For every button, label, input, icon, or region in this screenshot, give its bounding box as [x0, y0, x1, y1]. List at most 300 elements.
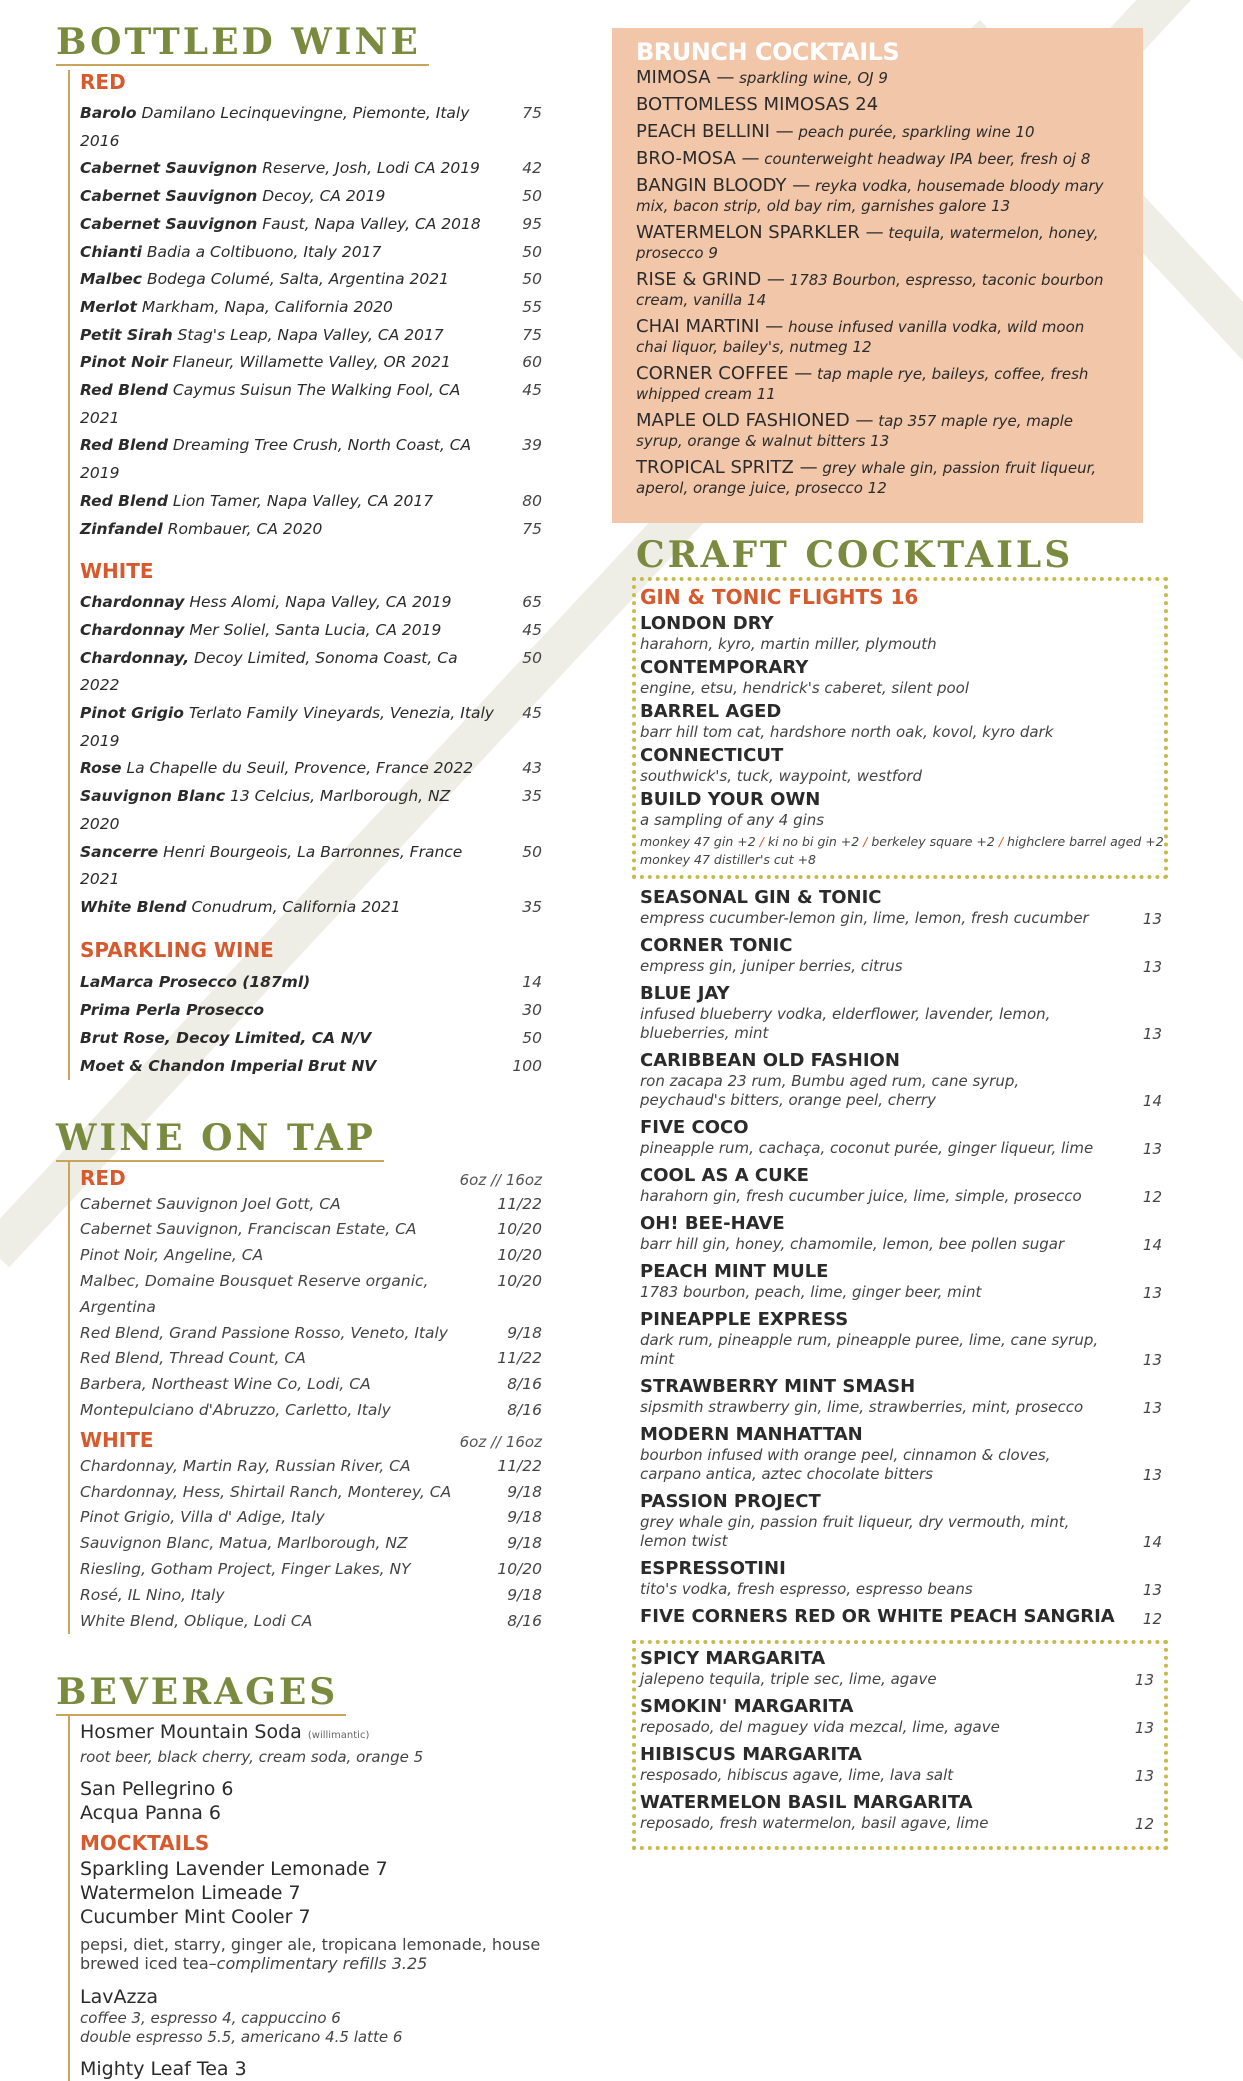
wine-price: 45: [522, 704, 542, 723]
wine-price: 95: [522, 214, 542, 233]
mocktail-item: Cucumber Mint Cooler 7: [80, 1906, 311, 1929]
wine-row: [80, 349, 542, 377]
wine-name: Pinot Grigio: [80, 704, 184, 723]
gin-tonic-flights-heading: GIN & TONIC FLIGHTS 16: [640, 585, 919, 609]
flight-item: [640, 613, 1164, 654]
cocktail-desc: grey whale gin, passion fruit liqueur, dry vermouth, mint, lemon twist: [640, 1513, 1070, 1550]
brunch-item-desc: reyka vodka, housemade bloody mary mix, bacon strip, old bay rim, garnishes galore 13: [636, 177, 1104, 215]
brunch-item: [636, 68, 1119, 88]
tap-name: Chardonnay, Hess, Shirtail Ranch, Monterey, CA: [80, 1482, 452, 1501]
wine-price: 35: [522, 787, 542, 806]
tap-name: Chardonnay, Martin Ray, Russian River, CA: [80, 1456, 411, 1475]
cocktail-item: [640, 1376, 1162, 1417]
brunch-item-desc: tap maple rye, baileys, coffee, fresh whipped cream 11: [636, 365, 1089, 403]
right-column: [612, 28, 1172, 1850]
wine-price: 50: [522, 270, 542, 289]
tap-row: [80, 1398, 542, 1424]
tap-price: 8/16: [507, 1375, 542, 1394]
acqua-panna: Acqua Panna 6: [80, 1802, 221, 1825]
sparkling-name: Moet & Chandon Imperial Brut NV: [80, 1056, 377, 1075]
brunch-item-name: TROPICAL SPRITZ —: [636, 457, 818, 478]
tap-name: Red Blend, Grand Passione Rosso, Veneto, Italy: [80, 1323, 448, 1342]
wine-name: Chardonnay: [80, 620, 185, 639]
cocktail-price: 14: [1142, 1533, 1162, 1551]
cocktail-name: CORNER TONIC: [640, 935, 793, 956]
cocktail-desc: pineapple rum, cachaça, coconut purée, ginger liqueur, lime: [640, 1139, 1094, 1157]
flight-desc: harahorn, kyro, martin miller, plymouth: [640, 635, 937, 653]
cocktail-price: 13: [1142, 910, 1162, 928]
wine-row: [80, 294, 542, 322]
craft-cocktails-title: CRAFT COCKTAILS: [636, 534, 1074, 576]
brunch-item-desc: 1783 Bourbon, espresso, taconic bourbon cream, vanilla 14: [636, 271, 1104, 309]
wine-name: Red Blend: [80, 436, 168, 455]
cocktail-price: 14: [1142, 1236, 1162, 1254]
hosmer-note: (willimantic): [307, 1730, 370, 1742]
cocktail-item: [640, 1309, 1162, 1369]
wine-on-tap-title: WINE ON TAP: [56, 1116, 384, 1162]
margarita-item: [640, 1648, 1164, 1689]
wine-detail: Rombauer, CA 2020: [167, 519, 323, 538]
wine-entry: [80, 839, 494, 894]
wine-row: [80, 700, 542, 755]
cocktail-price: 13: [1134, 1671, 1154, 1689]
tap-price: 8/16: [507, 1611, 542, 1630]
brunch-item-name: CORNER COFFEE —: [636, 363, 813, 384]
cocktail-price: 12: [1142, 1188, 1162, 1206]
sparkling-price: 30: [522, 1000, 542, 1019]
brunch-list: [636, 68, 1119, 498]
flight-item: [640, 657, 1164, 698]
addon-item: berkeley square +2: [871, 834, 995, 849]
tap-row: [80, 1505, 542, 1531]
wine-price: 75: [522, 325, 542, 344]
wine-price: 65: [522, 593, 542, 612]
bottled-wine-section: [68, 70, 542, 1080]
tap-white-list: [80, 1454, 542, 1635]
cocktail-name: OH! BEE-HAVE: [640, 1213, 785, 1234]
brunch-item-name: MAPLE OLD FASHIONED —: [636, 410, 874, 431]
brunch-item-desc: tap 357 maple rye, maple syrup, orange & walnut bitters 13: [636, 412, 1074, 450]
tap-name: Montepulciano d'Abruzzo, Carletto, Italy: [80, 1401, 391, 1420]
tap-row: [80, 1192, 542, 1218]
tap-price: 9/18: [507, 1508, 542, 1527]
brunch-item-name: WATERMELON SPARKLER —: [636, 222, 884, 243]
wine-row: [80, 839, 542, 894]
gin-addons: [640, 833, 1164, 851]
cocktail-name: BLUE JAY: [640, 983, 730, 1004]
sparkling-list: [80, 968, 542, 1080]
cocktail-name: SEASONAL GIN & TONIC: [640, 887, 882, 908]
wine-price: 45: [522, 620, 542, 639]
addon-item: monkey 47 gin +2: [640, 834, 756, 849]
brunch-item: [636, 364, 1119, 404]
brunch-item: [636, 176, 1119, 216]
wine-price: 50: [522, 187, 542, 206]
mocktails-heading: MOCKTAILS: [80, 1831, 210, 1856]
brunch-item: [636, 95, 1119, 115]
cocktail-item: [640, 1050, 1162, 1110]
tap-row: [80, 1217, 542, 1243]
wine-entry: [80, 516, 322, 544]
addon-item: ki no bi gin +2: [767, 834, 860, 849]
cocktail-desc: resposado, hibiscus agave, lime, lava salt: [640, 1766, 954, 1784]
gin-addon-last: monkey 47 distiller's cut +8: [640, 852, 817, 867]
tap-row: [80, 1321, 542, 1347]
cocktail-price: 13: [1142, 1284, 1162, 1302]
mocktail-item: Sparkling Lavender Lemonade 7: [80, 1858, 388, 1881]
tap-price: 11/22: [497, 1349, 542, 1368]
sparkling-row: [80, 1024, 542, 1052]
wine-on-tap-section: [68, 1162, 542, 1635]
tap-name: Red Blend, Thread Count, CA: [80, 1349, 306, 1368]
wine-name: Cabernet Sauvignon: [80, 159, 258, 178]
wine-detail: Stag's Leap, Napa Valley, CA 2017: [177, 325, 444, 344]
wine-name: Merlot: [80, 297, 137, 316]
flight-name: CONTEMPORARY: [640, 657, 809, 678]
wine-price: 50: [522, 648, 542, 667]
wine-row: [80, 266, 542, 294]
wine-price: 80: [522, 491, 542, 510]
beverages-section: [68, 1716, 542, 2081]
wine-entry: [80, 155, 480, 183]
tap-row: [80, 1454, 542, 1480]
tap-red-list: [80, 1192, 542, 1424]
brunch-item: [636, 317, 1119, 357]
wine-entry: [80, 894, 401, 922]
flight-name: BUILD YOUR OWN: [640, 789, 821, 810]
cocktail-desc: dark rum, pineapple rum, pineapple puree, lime, cane syrup, mint: [640, 1331, 1099, 1368]
sparkling-price: 50: [522, 1028, 542, 1047]
flight-name: CONNECTICUT: [640, 745, 784, 766]
tap-name: Pinot Noir, Angeline, CA: [80, 1246, 264, 1265]
cocktail-price: 13: [1142, 1399, 1162, 1417]
bottled-red-heading: RED: [80, 70, 126, 94]
cocktail-price: 14: [1142, 1092, 1162, 1110]
wine-price: 75: [522, 519, 542, 538]
wine-entry: [80, 783, 492, 838]
gin-tonic-flights-box: [632, 577, 1168, 879]
flight-item: [640, 789, 1164, 830]
wine-name: Petit Sirah: [80, 325, 173, 344]
cocktail-item: [640, 1165, 1162, 1206]
cocktail-desc: reposado, del maguey vida mezcal, lime, agave: [640, 1718, 1000, 1736]
wine-price: 43: [522, 759, 542, 778]
cocktail-name: ESPRESSOTINI: [640, 1558, 786, 1579]
gin-tonic-flights-list: [640, 613, 1164, 830]
wine-name: Chardonnay: [80, 593, 185, 612]
tap-red-sizes: 6oz // 16oz: [459, 1170, 542, 1189]
wine-price: 50: [522, 842, 542, 861]
wine-entry: [80, 377, 493, 432]
wine-detail: Bodega Columé, Salta, Argentina 2021: [146, 270, 449, 289]
brunch-item-name: MIMOSA —: [636, 67, 735, 88]
cocktail-desc: jalepeno tequila, triple sec, lime, agave: [640, 1670, 937, 1688]
bottled-white-heading: WHITE: [80, 559, 154, 584]
brunch-item-name: BOTTOMLESS MIMOSAS 24: [636, 94, 879, 115]
wine-detail: Decoy, CA 2019: [262, 187, 386, 206]
brunch-item-name: PEACH BELLINI —: [636, 121, 794, 142]
tap-price: 11/22: [497, 1194, 542, 1213]
cocktail-name: PINEAPPLE EXPRESS: [640, 1309, 849, 1330]
tap-name: Riesling, Gotham Project, Finger Lakes, NY: [80, 1560, 411, 1579]
cocktail-name: STRAWBERRY MINT SMASH: [640, 1376, 916, 1397]
cocktail-item: [640, 983, 1162, 1043]
cocktail-desc: empress gin, juniper berries, citrus: [640, 957, 903, 975]
wine-detail: Mer Soliel, Santa Lucia, CA 2019: [189, 620, 442, 639]
tap-price: 8/16: [507, 1401, 542, 1420]
wine-detail: Terlato Family Vineyards, Venezia, Italy 2019: [80, 704, 494, 750]
wine-entry: [80, 183, 385, 211]
wine-row: [80, 755, 542, 783]
cocktail-name: SPICY MARGARITA: [640, 1648, 826, 1669]
wine-row: [80, 589, 542, 617]
tap-row: [80, 1372, 542, 1398]
wine-row: [80, 183, 542, 211]
wine-detail: Decoy Limited, Sonoma Coast, Ca 2022: [80, 648, 458, 695]
tap-row: [80, 1480, 542, 1506]
margarita-item: [640, 1696, 1164, 1737]
flight-name: BARREL AGED: [640, 701, 782, 722]
flight-desc: barr hill tom cat, hardshore north oak, kovol, kyro dark: [640, 723, 1054, 741]
wine-row: [80, 377, 542, 432]
cocktail-item: [640, 1558, 1162, 1599]
tap-price: 10/20: [497, 1560, 542, 1579]
margarita-list: [640, 1648, 1164, 1833]
wine-detail: Markham, Napa, California 2020: [141, 297, 393, 316]
wine-detail: Damilano Lecinquevingne, Piemonte, Italy 2016: [80, 104, 470, 150]
flight-desc: southwick's, tuck, waypoint, westford: [640, 767, 923, 785]
tap-price: 9/18: [507, 1482, 542, 1501]
wine-price: 60: [522, 353, 542, 372]
wine-row: [80, 432, 542, 487]
wine-row: [80, 211, 542, 239]
tap-price: 9/18: [507, 1585, 542, 1604]
cocktail-item: [640, 1606, 1162, 1628]
wine-row: [80, 155, 542, 183]
cocktail-name: COOL AS A CUKE: [640, 1165, 809, 1186]
wine-price: 50: [522, 242, 542, 261]
flight-item: [640, 701, 1164, 742]
brunch-item-desc: counterweight headway IPA beer, fresh oj 8: [759, 150, 1091, 168]
tap-row: [80, 1531, 542, 1557]
wine-entry: [80, 100, 494, 155]
margarita-item: [640, 1744, 1164, 1785]
wine-price: 45: [522, 381, 542, 400]
tap-name: Rosé, IL Nino, Italy: [80, 1585, 225, 1604]
wine-detail: Caymus Suisun The Walking Fool, CA 2021: [80, 381, 461, 427]
flight-desc: a sampling of any 4 gins: [640, 811, 825, 829]
sodas-line: pepsi, diet, starry, ginger ale, tropicana lemonade, house: [80, 1935, 541, 1955]
wine-name: Malbec: [80, 270, 142, 289]
brunch-item-desc: grey whale gin, passion fruit liqueur, aperol, orange juice, prosecco 12: [636, 459, 1097, 497]
wine-name: Red Blend: [80, 381, 168, 400]
tap-row: [80, 1346, 542, 1372]
tap-row: [80, 1583, 542, 1609]
cocktail-price: 13: [1142, 1025, 1162, 1043]
cocktail-name: PEACH MINT MULE: [640, 1261, 829, 1282]
cocktail-item: [640, 1424, 1162, 1484]
cocktail-desc: tito's vodka, fresh espresso, espresso beans: [640, 1580, 973, 1598]
wine-entry: [80, 211, 481, 239]
cocktail-price: 12: [1142, 1610, 1162, 1628]
cocktail-item: [640, 1117, 1162, 1158]
cocktail-name: SMOKIN' MARGARITA: [640, 1696, 854, 1717]
wine-detail: 13 Celcius, Marlborough, NZ 2020: [80, 787, 451, 833]
mocktail-item: Watermelon Limeade 7: [80, 1882, 301, 1905]
wine-name: Sauvignon Blanc: [80, 787, 226, 806]
sparkling-price: 14: [522, 972, 542, 991]
tap-price: 10/20: [497, 1272, 542, 1291]
tap-red-heading: RED: [80, 1165, 126, 1190]
cocktail-desc: ron zacapa 23 rum, Bumbu aged rum, cane syrup, peychaud's bitters, orange peel, cherry: [640, 1072, 1020, 1109]
wine-row: [80, 488, 542, 516]
cocktail-name: HIBISCUS MARGARITA: [640, 1744, 862, 1765]
lavazza-line-2: double espresso 5.5, americano 4.5 latte 6: [80, 2028, 403, 2047]
cocktail-name: FIVE COCO: [640, 1117, 749, 1138]
wine-name: Rose: [80, 759, 122, 778]
tap-row: [80, 1243, 542, 1269]
brunch-title: BRUNCH COCKTAILS: [636, 38, 900, 66]
cocktail-price: 13: [1134, 1719, 1154, 1737]
wine-detail: Hess Alomi, Napa Valley, CA 2019: [189, 593, 452, 612]
bottled-white-list: [80, 589, 542, 921]
wine-row: [80, 516, 542, 544]
tap-white-heading: WHITE: [80, 1427, 154, 1452]
brunch-item-desc: house infused vanilla vodka, wild moon chai liquor, bailey's, nutmeg 12: [636, 318, 1085, 356]
cocktail-item: [640, 935, 1162, 976]
addon-separator: /: [755, 834, 768, 849]
cocktail-item: [640, 887, 1162, 928]
wine-price: 42: [522, 159, 542, 178]
wine-name: Sancerre: [80, 842, 159, 861]
cocktail-desc: harahorn gin, fresh cucumber juice, lime, simple, prosecco: [640, 1187, 1082, 1205]
brunch-cocktails-box: [612, 28, 1143, 523]
wine-entry: [80, 239, 381, 267]
brunch-item: [636, 411, 1119, 451]
flight-name: LONDON DRY: [640, 613, 774, 634]
sparkling-name: Prima Perla Prosecco: [80, 1000, 265, 1019]
brunch-item: [636, 458, 1119, 498]
brunch-item-name: RISE & GRIND —: [636, 269, 785, 290]
wine-detail: La Chapelle du Seuil, Provence, France 2022: [126, 759, 474, 778]
wine-price: 55: [522, 297, 542, 316]
wine-detail: Flaneur, Willamette Valley, OR 2021: [172, 353, 451, 372]
wine-entry: [80, 488, 433, 516]
cocktail-desc: empress cucumber-lemon gin, lime, lemon, fresh cucumber: [640, 909, 1089, 927]
cocktail-desc: infused blueberry vodka, elderflower, lavender, lemon, blueberries, mint: [640, 1005, 1051, 1042]
tap-name: Cabernet Sauvignon, Franciscan Estate, CA: [80, 1220, 417, 1239]
brunch-item-name: CHAI MARTINI —: [636, 316, 784, 337]
wine-name: Chardonnay,: [80, 648, 190, 667]
cocktail-name: FIVE CORNERS RED OR WHITE PEACH SANGRIA: [640, 1606, 1115, 1627]
tap-price: 10/20: [497, 1220, 542, 1239]
tap-name: Pinot Grigio, Villa d' Adige, Italy: [80, 1508, 325, 1527]
wine-name: Red Blend: [80, 491, 168, 510]
brunch-item: [636, 270, 1119, 310]
cocktail-price: 13: [1142, 1466, 1162, 1484]
bottled-wine-title: BOTTLED WINE: [56, 20, 429, 66]
lavazza-line-1: coffee 3, espresso 4, cappuccino 6: [80, 2009, 341, 2028]
tap-price: 10/20: [497, 1246, 542, 1265]
wine-entry: [80, 322, 444, 350]
wine-row: [80, 894, 542, 922]
hosmer-soda: Hosmer Mountain Soda: [80, 1721, 302, 1744]
wine-entry: [80, 294, 393, 322]
cocktail-desc: bourbon infused with orange peel, cinnamon & cloves, carpano antica, aztec chocolate bitters: [640, 1446, 1051, 1483]
wine-entry: [80, 266, 449, 294]
wine-detail: Dreaming Tree Crush, North Coast, CA 2019: [80, 436, 472, 483]
cocktail-item: [640, 1213, 1162, 1254]
wine-name: Cabernet Sauvignon: [80, 214, 258, 233]
tap-name: Malbec, Domaine Bousquet Reserve organic, Argentina: [80, 1272, 429, 1316]
brunch-item: [636, 223, 1119, 263]
beverages-title: BEVERAGES: [56, 1670, 346, 1716]
wine-price: 75: [522, 104, 542, 122]
wine-name: Barolo: [80, 104, 137, 122]
cocktail-list: [640, 887, 1162, 1628]
tap-price: 9/18: [507, 1323, 542, 1342]
tap-white-sizes: 6oz // 16oz: [459, 1432, 542, 1451]
cocktail-price: 13: [1142, 1140, 1162, 1158]
wine-entry: [80, 755, 473, 783]
sparkling-row: [80, 996, 542, 1024]
wine-row: [80, 100, 542, 155]
tap-name: Sauvignon Blanc, Matua, Marlborough, NZ: [80, 1534, 408, 1553]
cocktail-item: [640, 1261, 1162, 1302]
brunch-item: [636, 149, 1119, 169]
wine-price: 35: [522, 897, 542, 916]
wine-entry: [80, 700, 497, 755]
wine-entry: [80, 589, 452, 617]
lavazza: LavAzza: [80, 1986, 159, 2009]
cocktail-name: CARIBBEAN OLD FASHION: [640, 1050, 900, 1071]
sodas-refill: –complimentary refills 3.25: [208, 1954, 428, 1974]
brunch-item: [636, 122, 1119, 142]
addon-separator: /: [994, 834, 1008, 849]
wine-detail: Conudrum, California 2021: [191, 897, 401, 916]
tap-row: [80, 1609, 542, 1635]
cocktail-price: 13: [1142, 1351, 1162, 1369]
san-pellegrino: San Pellegrino 6: [80, 1778, 234, 1801]
wine-name: White Blend: [80, 897, 187, 916]
wine-detail: Henri Bourgeois, La Barronnes, France 2021: [80, 842, 463, 889]
brunch-item-name: BRO-MOSA —: [636, 148, 760, 169]
tap-name: Barbera, Northeast Wine Co, Lodi, CA: [80, 1375, 371, 1394]
wine-detail: Badia a Coltibuono, Italy 2017: [146, 242, 382, 261]
cocktail-name: PASSION PROJECT: [640, 1491, 821, 1512]
wine-row: [80, 322, 542, 350]
addon-separator: /: [859, 834, 872, 849]
wine-entry: [80, 645, 493, 700]
margarita-item: [640, 1792, 1164, 1833]
cocktail-price: 12: [1134, 1815, 1154, 1833]
tap-row: [80, 1557, 542, 1583]
cocktail-desc: 1783 bourbon, peach, lime, ginger beer, mint: [640, 1283, 982, 1301]
flight-desc: engine, etsu, hendrick's caberet, silent pool: [640, 679, 969, 697]
cocktail-name: WATERMELON BASIL MARGARITA: [640, 1792, 973, 1813]
wine-entry: [80, 432, 494, 487]
sparkling-name: Brut Rose, Decoy Limited, CA N/V: [80, 1028, 372, 1047]
sparkling-row: [80, 968, 542, 996]
wine-name: Chianti: [80, 242, 142, 261]
tap-price: 11/22: [497, 1456, 542, 1475]
flight-item: [640, 745, 1164, 786]
wine-entry: [80, 617, 441, 645]
wine-detail: Lion Tamer, Napa Valley, CA 2017: [172, 491, 434, 510]
addon-item: highclere barrel aged +2: [1007, 834, 1164, 849]
cocktail-price: 13: [1142, 958, 1162, 976]
tap-price: 9/18: [507, 1534, 542, 1553]
